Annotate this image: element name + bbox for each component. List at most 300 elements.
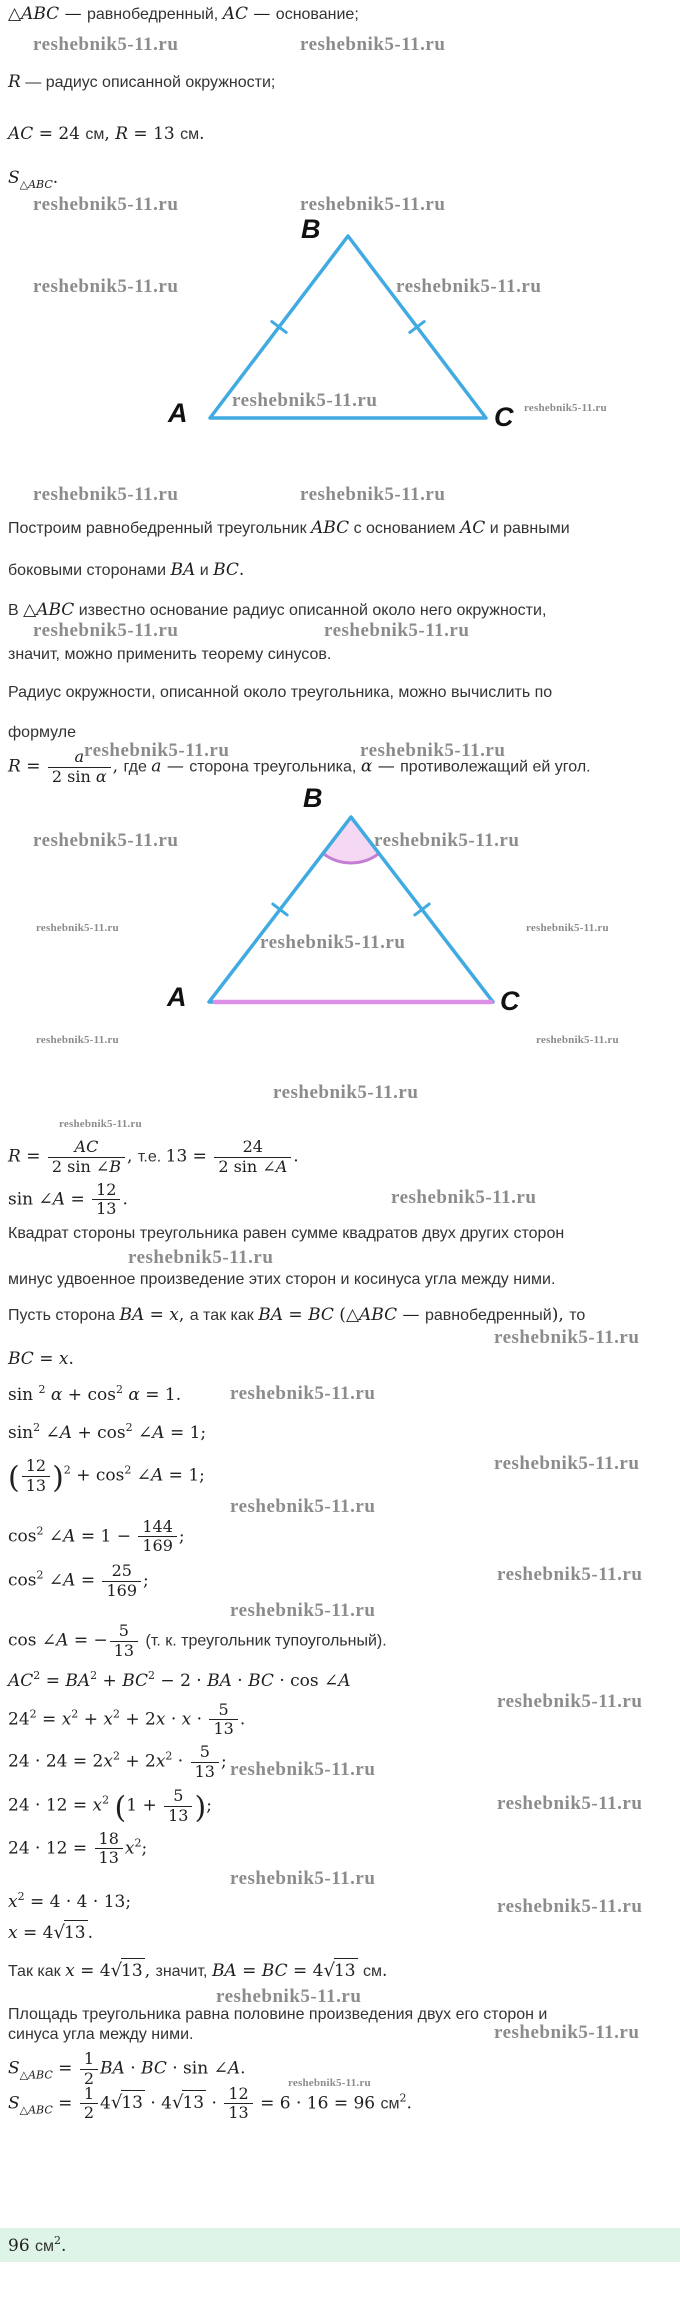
math: = −	[68, 1630, 108, 1651]
math: 1	[83, 2083, 95, 2103]
math: = 6 · 16 = 96	[254, 2092, 381, 2113]
math-var: S	[8, 2092, 20, 2113]
math: · cos ∠	[273, 1670, 339, 1691]
superscript: 2	[33, 1668, 41, 1682]
formula	[8, 1383, 680, 1407]
math: = 4 · 4 · 13;	[24, 1892, 132, 1913]
watermark: reshebnik5-11.ru	[536, 1034, 619, 1047]
math-var: x	[61, 1709, 72, 1730]
math: sin	[8, 1423, 34, 1444]
math: ·	[191, 1709, 208, 1730]
math: 169	[106, 1580, 138, 1600]
math-var: x	[155, 1751, 166, 1772]
math-var: x	[169, 1305, 179, 1326]
watermark: reshebnik5-11.ru	[59, 1118, 142, 1131]
watermark-row	[8, 1247, 680, 1269]
math-var: A	[63, 1570, 76, 1591]
superscript: 2	[102, 1793, 110, 1807]
math-var: A	[152, 1423, 165, 1444]
superscript: 2	[148, 1668, 156, 1682]
superscript: 2	[17, 1890, 25, 1904]
superscript: 2	[165, 1749, 173, 1763]
math-var: S	[8, 168, 20, 188]
superscript: 2	[36, 1568, 44, 1582]
text: Пусть сторона	[8, 1307, 120, 1325]
math-var: ABC	[359, 1305, 398, 1326]
math: +	[78, 1709, 104, 1730]
superscript: 2	[112, 1707, 120, 1721]
math: ∠	[43, 1570, 64, 1591]
formula	[8, 2076, 680, 2123]
watermark-row	[8, 194, 680, 218]
superscript: 2	[112, 1749, 120, 1763]
text: см	[380, 2094, 400, 2112]
math: = 13	[128, 124, 181, 144]
watermark-row	[8, 620, 680, 644]
math: − 2 ·	[155, 1670, 208, 1691]
text	[8, 1225, 680, 1245]
math: ),	[551, 1305, 570, 1326]
math: 24 · 12 =	[8, 1838, 93, 1859]
math: .	[406, 2092, 412, 2113]
math: =	[36, 1709, 62, 1730]
watermark: reshebnik5-11.ru	[230, 1868, 376, 1890]
sqrt: √13	[323, 1960, 356, 1982]
math: (△	[333, 1305, 360, 1326]
text: то	[569, 1307, 586, 1325]
subscript: △ABC	[19, 2102, 53, 2116]
math: 2 sin ∠	[51, 1157, 110, 1177]
math: = 24	[33, 124, 86, 144]
math-var: R	[8, 756, 21, 777]
math-var: x	[103, 1751, 113, 1772]
math-var: AC	[8, 124, 34, 144]
math: 144	[142, 1516, 173, 1536]
math: 5	[199, 1742, 210, 1761]
math-var: A	[275, 1157, 288, 1177]
math-var: ABC	[36, 600, 75, 620]
math: .	[293, 1146, 299, 1167]
math: sin	[8, 1385, 39, 1406]
watermark-row	[8, 1600, 680, 1620]
math-var: BA	[211, 1961, 237, 1982]
math-var: BA	[100, 2058, 125, 2079]
text: В	[8, 602, 24, 619]
math-var: A	[338, 1670, 351, 1691]
triangle-isosceles-plain	[8, 214, 680, 468]
text: Квадрат стороны треугольника равен сумме квадратов двух других сторон	[8, 1225, 565, 1243]
math-var: BC	[141, 2058, 167, 2079]
vertex-label-b: B	[301, 214, 321, 244]
watermark: reshebnik5-11.ru	[360, 740, 506, 761]
fraction	[110, 1622, 138, 1660]
text: Площадь треугольника равна половине произведения двух его сторон и	[8, 2006, 548, 2024]
math: =	[52, 2058, 78, 2079]
math: = 1.	[139, 1385, 182, 1406]
vertex-label-b: B	[303, 783, 323, 814]
text: минус удвоенное произведение этих сторон и косинуса угла между ними.	[8, 1271, 556, 1289]
formula	[8, 1349, 680, 1369]
math: = 4	[74, 1961, 111, 1982]
paren: (	[114, 1790, 127, 1826]
superscript: 2	[125, 1421, 133, 1435]
fraction	[22, 1457, 50, 1495]
math: 25	[111, 1560, 132, 1580]
watermark: reshebnik5-11.ru	[273, 1082, 419, 1104]
fraction	[214, 1138, 291, 1176]
superscript: 2	[38, 1383, 46, 1397]
math: = 4	[287, 1961, 324, 1982]
watermark: reshebnik5-11.ru	[33, 194, 179, 215]
math-var: A	[151, 1465, 164, 1486]
text	[8, 560, 680, 580]
watermark: reshebnik5-11.ru	[494, 2022, 640, 2044]
text: см	[363, 1963, 383, 1981]
math: .	[68, 1349, 74, 1370]
math: 5	[118, 1621, 129, 1641]
math: =	[283, 1305, 309, 1326]
math: ;	[206, 1795, 212, 1816]
triangle-isosceles-marked	[8, 782, 680, 1082]
math: .	[238, 560, 245, 580]
text	[8, 1960, 680, 1986]
math: =	[52, 2092, 78, 2113]
superscript: 2	[71, 1707, 79, 1721]
math: 2	[83, 2068, 95, 2088]
math: 12	[25, 1456, 47, 1476]
text: т.е.	[137, 1148, 166, 1166]
watermark: reshebnik5-11.ru	[33, 276, 179, 297]
fraction	[209, 1701, 237, 1739]
watermark: reshebnik5-11.ru	[216, 1986, 362, 2008]
math: △	[8, 4, 22, 24]
watermark: reshebnik5-11.ru	[84, 740, 230, 761]
superscript: 2	[63, 1463, 71, 1477]
math-var: x	[8, 1923, 18, 1944]
text: Так как	[8, 1963, 66, 1981]
vertex-label-a: A	[167, 982, 187, 1013]
math: 13	[113, 1640, 135, 1660]
text: формуле	[8, 724, 77, 741]
math-var: x	[92, 1795, 103, 1816]
formula	[8, 1421, 680, 1445]
watermark: reshebnik5-11.ru	[230, 1383, 376, 1405]
text: равнобедренный	[424, 1307, 552, 1325]
watermark: reshebnik5-11.ru	[494, 1453, 640, 1475]
math: —	[247, 4, 276, 24]
math: 96	[8, 2236, 36, 2256]
math: 24 · 24 = 2	[8, 1751, 104, 1772]
sqrt: √13	[172, 2091, 205, 2113]
answer-text	[8, 2234, 680, 2256]
text: см	[180, 126, 200, 143]
math: ·	[172, 1751, 189, 1772]
math: 169	[142, 1536, 173, 1556]
math: ;	[141, 1838, 148, 1859]
math: .	[87, 1923, 93, 1944]
math-var: ABC	[21, 4, 60, 24]
paren: )	[194, 1790, 207, 1826]
text	[8, 600, 680, 620]
math-var: R	[8, 1146, 21, 1167]
watermark: reshebnik5-11.ru	[324, 620, 470, 641]
math-var: BA	[207, 1670, 232, 1691]
text: значит, можно применить теорему синусов.	[8, 646, 332, 663]
formula	[8, 1830, 680, 1868]
text: см	[35, 2238, 55, 2255]
text: и	[195, 562, 214, 579]
text: синуса угла между ними.	[8, 2026, 194, 2044]
watermark: reshebnik5-11.ru	[230, 1759, 376, 1780]
math-var: x	[124, 1838, 135, 1859]
superscript: 2	[36, 1523, 44, 1537]
math-var: x	[65, 1961, 75, 1982]
fraction	[224, 2085, 252, 2123]
text: противолежащий ей угол.	[400, 758, 591, 776]
text: Радиус окружности, описанной около треугольника, можно вычислить по	[8, 684, 553, 701]
math-var: A	[52, 1189, 66, 1210]
math: 1	[83, 2049, 95, 2069]
formula	[8, 1138, 680, 1176]
math-var: A	[227, 2058, 241, 2079]
math: —	[372, 756, 401, 777]
watermark-row	[8, 1327, 680, 1349]
watermark-row	[8, 1082, 680, 1104]
text: (т. к. треугольник тупоугольный).	[145, 1632, 387, 1650]
math-var: x	[155, 1709, 166, 1730]
math: =	[144, 1305, 170, 1326]
subscript: △ABC	[19, 2068, 53, 2082]
math: =	[75, 1570, 101, 1591]
math: 24 · 12 =	[8, 1795, 93, 1816]
math: ·	[206, 2092, 223, 2113]
math: —	[161, 756, 190, 777]
math-var: BA	[65, 1670, 91, 1691]
math: .	[382, 1961, 388, 1982]
text: боковыми сторонами	[8, 562, 171, 579]
text: где	[123, 758, 152, 776]
watermark-row	[8, 1496, 680, 1516]
math: ;	[220, 1751, 227, 1772]
watermark-row	[8, 34, 680, 58]
math: =	[20, 756, 46, 777]
math: · 4	[144, 2092, 172, 2113]
watermark-row	[8, 1118, 680, 1138]
text: и равными	[485, 520, 570, 537]
watermark: reshebnik5-11.ru	[524, 402, 607, 414]
given-radius	[8, 72, 680, 92]
math-var: R	[8, 72, 21, 92]
math-var: α	[95, 766, 107, 786]
text: а так как	[189, 1307, 259, 1325]
fraction	[102, 1562, 141, 1600]
math: 5	[173, 1786, 184, 1806]
math: 13	[213, 1719, 234, 1739]
math: 12	[96, 1179, 117, 1199]
math-var: BC	[213, 560, 239, 580]
formula	[8, 1453, 680, 1496]
text: основание;	[275, 6, 359, 23]
math: 2 sin	[51, 766, 96, 786]
formula	[8, 1890, 680, 1918]
math: —	[59, 4, 87, 24]
math-var: α	[360, 756, 373, 777]
math: ·	[231, 1670, 249, 1691]
formula	[8, 1787, 680, 1825]
text	[8, 684, 680, 704]
math-var: ABC	[311, 518, 350, 538]
math-var: BC	[248, 1670, 274, 1691]
math: ∠	[131, 1465, 151, 1486]
math: · sin ∠	[166, 2058, 228, 2079]
math: 13 =	[165, 1146, 213, 1167]
math-var: x	[103, 1709, 113, 1730]
watermark: reshebnik5-11.ru	[33, 34, 179, 55]
fraction	[138, 1518, 177, 1556]
text	[8, 646, 680, 666]
watermark: reshebnik5-11.ru	[497, 1563, 643, 1585]
math-var: AC	[222, 4, 248, 24]
math-var: B	[109, 1157, 122, 1177]
math-var: x	[181, 1709, 192, 1730]
math: 12	[228, 2083, 249, 2103]
math: 2 sin ∠	[218, 1157, 276, 1177]
watermark-row	[8, 1868, 680, 1888]
watermark: reshebnik5-11.ru	[300, 34, 446, 55]
watermark: reshebnik5-11.ru	[260, 932, 406, 954]
text: значит,	[155, 1963, 212, 1981]
math: ,	[144, 1961, 156, 1982]
math: .	[199, 124, 205, 144]
math: ,	[112, 756, 124, 777]
watermark: reshebnik5-11.ru	[494, 1327, 640, 1349]
superscript: 2	[54, 2234, 62, 2247]
formula	[8, 1622, 680, 1660]
watermark: reshebnik5-11.ru	[230, 1495, 376, 1517]
vertex-label-c: C	[494, 402, 514, 432]
math: ,	[178, 1305, 190, 1326]
fraction	[92, 1181, 120, 1219]
math: ;	[178, 1525, 185, 1546]
watermark: reshebnik5-11.ru	[396, 276, 542, 297]
math: ·	[165, 1709, 182, 1730]
math: + cos	[72, 1423, 126, 1444]
math: = 1;	[164, 1423, 207, 1444]
math: 13	[194, 1761, 215, 1781]
math: =	[20, 1146, 46, 1167]
math: .	[52, 168, 59, 188]
math: cos	[8, 1570, 37, 1591]
math: 18	[98, 1828, 119, 1848]
watermark: reshebnik5-11.ru	[497, 1690, 643, 1712]
math: = 1 −	[75, 1525, 137, 1546]
watermark: reshebnik5-11.ru	[36, 922, 119, 935]
math: 4	[100, 2092, 111, 2113]
watermark: reshebnik5-11.ru	[497, 1793, 643, 1815]
fraction	[164, 1787, 192, 1825]
math: ,	[127, 1146, 138, 1167]
math: cos	[8, 1525, 37, 1546]
math: 24	[8, 1709, 30, 1730]
vertex-label-a: A	[168, 398, 188, 428]
formula	[8, 1518, 680, 1556]
watermark: reshebnik5-11.ru	[33, 484, 179, 505]
vertex-label-c: C	[500, 986, 520, 1017]
math: .	[61, 2236, 67, 2256]
fraction	[95, 1830, 123, 1868]
superscript: 2	[124, 1463, 132, 1477]
math-var: x	[8, 1892, 18, 1913]
math: =	[40, 1670, 66, 1691]
watermark: reshebnik5-11.ru	[36, 1034, 119, 1047]
watermark: reshebnik5-11.ru	[230, 1600, 376, 1622]
formula	[8, 1181, 680, 1219]
fraction	[191, 1743, 219, 1781]
subscript: △ABC	[19, 178, 53, 191]
text	[8, 1305, 680, 1325]
math: =	[65, 1189, 91, 1210]
sqrt: √13	[53, 1922, 86, 1944]
text: с основанием	[349, 520, 460, 537]
superscript: 2	[134, 1836, 142, 1850]
math: ,	[104, 124, 116, 144]
math-var: A	[59, 1423, 73, 1444]
watermark-row	[8, 484, 680, 508]
watermark: reshebnik5-11.ru	[497, 1896, 643, 1918]
math-var: BA	[119, 1305, 145, 1326]
superscript: 2	[29, 1707, 37, 1721]
math: .	[239, 1709, 246, 1730]
text: Построим равнобедренный треугольник	[8, 520, 312, 537]
math-var: A	[56, 1630, 69, 1651]
sqrt: √13	[110, 2091, 143, 2113]
sqrt: √13	[110, 1960, 143, 1982]
text: см	[85, 126, 105, 143]
math: 13	[96, 1199, 117, 1219]
superscript: 2	[33, 1421, 41, 1435]
text: равнобедренный,	[86, 6, 223, 23]
watermark: reshebnik5-11.ru	[526, 922, 609, 935]
formula	[8, 1922, 680, 1948]
math-var: BC	[8, 1349, 34, 1370]
math: = 1;	[163, 1465, 205, 1486]
formula	[8, 1743, 680, 1781]
math-var: AC	[74, 1137, 99, 1157]
math: + 2	[119, 1751, 156, 1772]
math: 13	[25, 1475, 47, 1495]
math-var: AC	[8, 1670, 34, 1691]
math: ;	[143, 1570, 149, 1591]
answer-highlight	[0, 2228, 680, 2262]
math: .	[122, 1189, 128, 1210]
math: △	[23, 600, 37, 620]
math: 5	[218, 1699, 229, 1719]
watermark: reshebnik5-11.ru	[33, 830, 179, 852]
watermark-row	[8, 1986, 680, 2006]
superscript: 2	[115, 1383, 123, 1397]
math: 13	[228, 2103, 249, 2123]
math: ∠	[132, 1423, 153, 1444]
watermark: reshebnik5-11.ru	[391, 1186, 537, 1208]
math: ·	[124, 2058, 142, 2079]
math: =	[236, 1961, 262, 1982]
math: .	[240, 2058, 246, 2079]
math: ∠	[43, 1525, 64, 1546]
watermark: reshebnik5-11.ru	[288, 2076, 371, 2089]
math: ∠	[40, 1423, 60, 1444]
superscript: 2	[90, 1668, 98, 1682]
math: +	[97, 1670, 123, 1691]
